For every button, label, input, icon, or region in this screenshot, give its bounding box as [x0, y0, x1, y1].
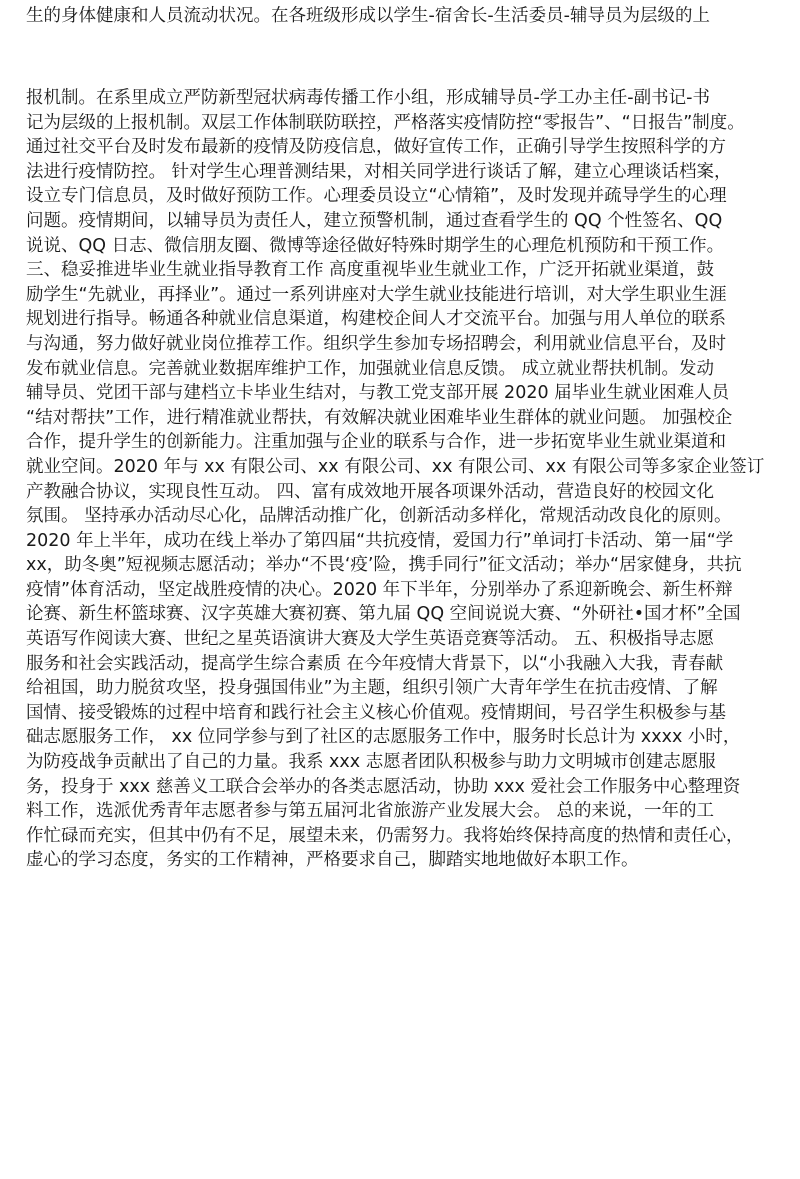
text-line: 英语写作阅读大赛、世纪之星英语演讲大赛及大学生英语竞赛等活动。 五、积极指导志愿 — [26, 629, 715, 650]
text-line: 础志愿服务工作， xx 位同学参与到了社区的志愿服务工作中，服务时长总计为 xxxx 小时， — [26, 727, 741, 748]
text-line: 务，投身于 xxx 慈善义工联合会举办的各类志愿活动，协助 xxx 爱社会工作服务中心整理资 — [26, 776, 741, 797]
text-line: 论赛、新生杯篮球赛、汉字英雄大赛初赛、第九届 QQ 空间说说大赛、“外研社•国才杯”全国 — [26, 604, 741, 625]
text-line: 为防疫战争贡献出了自己的力量。我系 xxx 志愿者团队积极参与助力文明城市创建志愿服 — [26, 752, 716, 773]
text-line: 产教融合协议，实现良性互动。 四、富有成效地开展各项课外活动，营造良好的校园文化 — [26, 481, 715, 502]
text-line: 说说、QQ 日志、微信朋友圈、微博等途径做好特殊时期学生的心理危机预防和干预工作。 — [26, 235, 725, 256]
text-line: xx，助冬奥”短视频志愿活动；举办“不畏‘疫’险，携手同行”征文活动；举办“居家健身，共抗 — [26, 555, 742, 576]
text-line: 虚心的学习态度，务实的工作精神，严格要求自己，脚踏实地地做好本职工作。 — [26, 850, 639, 871]
text-line: 料工作，选派优秀青年志愿者参与第五届河北省旅游产业发展大会。 总的来说，一年的工 — [26, 801, 715, 822]
text-line: 报机制。在系里成立严防新型冠状病毒传播工作小组，形成辅导员-学工办主任-副书记-书 — [26, 88, 710, 108]
text-line: 三、稳妥推进毕业生就业指导教育工作 高度重视毕业生就业工作，广泛开拓就业渠道，鼓 — [26, 260, 715, 281]
text-line: 设立专门信息员，及时做好预防工作。心理委员设立“心情箱”，及时发现并疏导学生的心理 — [26, 186, 727, 207]
text-line: 服务和社会实践活动，提高学生综合素质 在今年疫情大背景下，以“小我融入大我，青春献 — [26, 653, 724, 674]
text-line: 励学生“先就业，再择业”。通过一系列讲座对大学生就业技能进行培训，对大学生职业生涯 — [26, 284, 727, 305]
text-line: 与沟通，努力做好就业岗位推荐工作。组织学生参加专场招聘会，利用就业信息平台，及时 — [26, 333, 726, 354]
text-line: 合作，提升学生的创新能力。注重加强与企业的联系与合作，进一步拓宽毕业生就业渠道和 — [26, 432, 726, 453]
text-line: 问题。疫情期间，以辅导员为责任人，建立预警机制，通过查看学生的 QQ 个性签名、QQ — [26, 210, 723, 231]
text-line: 就业空间。2020 年与 xx 有限公司、xx 有限公司、xx 有限公司、xx 有限公司等多家企业签订 — [26, 456, 765, 477]
text-line: 发布就业信息。完善就业数据库维护工作，加强就业信息反馈。 成立就业帮扶机制。发动 — [26, 358, 715, 379]
text-line: 作忙碌而充实，但其中仍有不足，展望未来，仍需努力。我将始终保持高度的热情和责任心， — [26, 825, 744, 846]
text-line: 国情、接受锻炼的过程中培育和践行社会主义核心价值观。疫情期间，号召学生积极参与基 — [26, 702, 726, 723]
page-top-line: 生的身体健康和人员流动状况。在各班级形成以学生-宿舍长-生活委员-辅导员为层级的上 — [26, 6, 710, 26]
text-line: 给祖国，助力脱贫攻坚，投身强国伟业”为主题，组织引领广大青年学生在抗击疫情、了解 — [26, 678, 718, 699]
text-line: 氛围。 坚持承办活动尽心化，品牌活动推广化，创新活动多样化，常规活动改良化的原则。 — [26, 506, 732, 527]
text-line: 规划进行指导。畅通各种就业信息渠道，构建校企间人才交流平台。加强与用人单位的联系 — [26, 309, 726, 330]
text-line: “结对帮扶”工作，进行精准就业帮扶，有效解决就业困难毕业生群体的就业问题。 加强校企 — [26, 407, 733, 428]
body-paragraph — [26, 86, 786, 873]
text-line: 2020 年上半年，成功在线上举办了第四届“共抗疫情，爱国力行”单词打卡活动、第一届“学 — [26, 530, 734, 551]
text-line: 法进行疫情防控。 针对学生心理普测结果，对相关同学进行谈话了解，建立心理谈话档案， — [26, 161, 732, 182]
text-line: 记为层级的上报机制。双层工作体制联防联控，严格落实疫情防控“零报告”、“日报告”制度。 — [26, 112, 745, 133]
text-line: 通过社交平台及时发布最新的疫情及防疫信息，做好宣传工作，正确引导学生按照科学的方 — [26, 137, 726, 158]
text-line: 疫情”体育活动，坚定战胜疫情的决心。2020 年下半年，分别举办了系迎新晚会、新生杯辩 — [26, 579, 733, 600]
text-line: 辅导员、党团干部与建档立卡毕业生结对，与教工党支部开展 2020 届毕业生就业困难人员 — [26, 383, 730, 404]
